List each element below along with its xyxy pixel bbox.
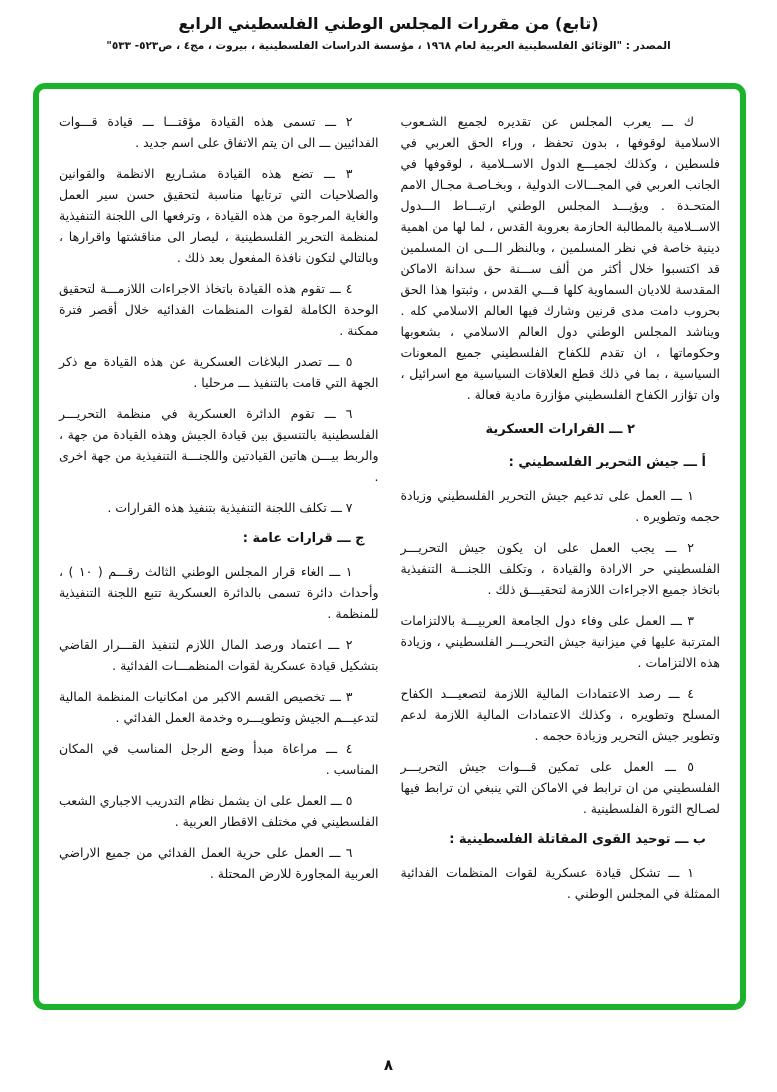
paragraph: ١ ـــ الغاء قرار المجلس الوطني الثالث رقـــم ( ١٠ ) ، وأحداث دائرة تسمى بالدائرة العسكرية تتبع اللجنة التنفيذية للمنظمة . xyxy=(59,564,379,621)
paragraph: ٤ ـــ رصد الاعتمادات المالية اللازمة لتصعيـــد الكفاح المسلح وتطويره ، وكذلك الاعتمادات المالية اللازمة لدعم وتطوير جيش التحرير وزيادة حجمه . xyxy=(400,686,720,743)
subsection-heading: أ ـــ جيش التحرير الفلسطيني : xyxy=(508,455,706,470)
green-border-frame xyxy=(33,83,746,1010)
page-title: (تابع) من مقررات المجلس الوطني الفلسطيني الرابع xyxy=(178,14,599,33)
paragraph: ٢ ـــ تسمى هذه القيادة مؤقتـــا ـــ قيادة قـــوات الفدائيين ـــ الى ان يتم الاتفاق على اسم جديد . xyxy=(59,114,379,150)
column-right xyxy=(401,111,721,986)
paragraph: ٣ ـــ العمل على وفاء دول الجامعة العربيـــة بالالتزامات المترتبة عليها في ميزانية جيش التحريـــر الفلسطيني ، وزيادة هذه الالتزامات . xyxy=(400,613,720,670)
paragraph: ٦ ـــ العمل على حرية العمل الفدائي من جميع الاراضي العربية المجاورة للارض المحتلة . xyxy=(59,845,379,881)
paragraph: ٤ ـــ تقوم هذه القيادة باتخاذ الاجراءات اللازمـــة لتحقيق الوحدة الكاملة لقوات المنظمات الفدائيه خلال أقصر فترة ممكنة . xyxy=(59,281,379,338)
source-line: المصدر : "الوثائق الفلسطينية العربية لعام ١٩٦٨ ، مؤسسة الدراسات الفلسطينية ، بيروت ، مج٤ ، ص٥٢٣- ٥٣٣" xyxy=(106,40,671,52)
paragraph: ٢ ـــ يجب العمل على ان يكون جيش التحريـــر الفلسطيني حر الارادة والقيادة ، وتكلف اللجنـــة التنفيذية باتخاذ جميع الاجراءات اللازمة لتحقيـــق ذلك . xyxy=(400,540,720,597)
paragraph: ١ ـــ تشكل قيادة عسكرية لقوات المنظمات الفدائية الممثلة في المجلس الوطني . xyxy=(400,865,720,901)
paragraph: ٤ ـــ مراعاة مبدأ وضع الرجل المناسب في المكان المناسب . xyxy=(59,741,379,777)
paragraph: ٢ ـــ اعتماد ورصد المال اللازم لتنفيذ القـــرار القاضي بتشكيل قيادة عسكرية لقوات المنظمـــات الفدائية . xyxy=(59,637,379,673)
column-left xyxy=(59,111,379,986)
paragraph: ٦ ـــ تقوم الدائرة العسكرية في منظمة التحريـــر الفلسطينية بالتنسيق بين قيادة الجيش وهذه القيادة من جهة ، والربط بيـــن هاتين القيادتين واللجنـــة التنفيذية من جهة اخرى . xyxy=(59,406,379,484)
paragraph: ٣ ـــ تخصيص القسم الاكبر من امكانيات المنظمة المالية لتدعيـــم الجيش وتطويـــره وخدمة العمل الفدائي . xyxy=(59,689,379,725)
paragraph: ٥ ـــ العمل على ان يشمل نظام التدريب الاجباري الشعب الفلسطيني في مختلف الاقطار العربية . xyxy=(59,793,379,829)
subsection-heading: ج ـــ قرارات عامة : xyxy=(242,531,365,546)
paragraph: ٣ ـــ تضع هذه القيادة مشـاريع الانظمة والقوانين والصلاحيات التي ترتايها مناسبة لتحقيق حسن سير العمل والغاية المرجوة من هذه القيادة ، وترفعها الى اللجنة التنفيذية لمنظمة التحرير الفلسطينية ، ليصار الى مناقشتها واقرارها ، وبالتالي لتكون نافذة المفعول بعد ذلك . xyxy=(59,166,379,265)
paragraph: ٥ ـــ العمل على تمكين قـــوات جيش التحريـــر الفلسطيني من ان ترابط في الاماكن التي ينبغي ان ترابط فيها لصـالح الثورة الفلسطينية . xyxy=(400,759,720,816)
subsection-heading: ب ـــ توحيد القوى المقاتلة الفلسطينية : xyxy=(449,832,706,847)
paragraph: ١ ـــ العمل على تدعيم جيش التحرير الفلسطيني وزيادة حجمه وتطويره . xyxy=(400,488,720,524)
paragraph: ك ـــ يعرب المجلس عن تقديره لجميع الشـعوب الاسلامية لوقوفها ، بدون تحفظ ، وراء الحق العربي في فلسطين ، وكذلك لجميـــع الدول الاســلامية ، لوقوفها في الجانب العربي في المجـــالات الدولية ، وبخـاصـة مجـال الامم المتحـدة . ويؤيـــد المجلس الوطني ارتبـــاط الـــدول الاســلامية بالمطالبة الحازمة بعروبة القدس ، لما لها من اهمية دينية خاصة في نظر المسلمين ، وبالنظر الـــى ان المسلمين قد اكتسبوا خلال أكثر من ألف ســـنة حق سدانة الاماكن المقدسة للاديان السماوية كلها فـــي القدس ، وثبتوا هذا الحق بحروب دامت مدى قرنين وشارك فيها العالم الاسلامي كله . ويناشد المجلس الوطني دول العالم الاسلامي ، بشعوبها وحكوماتها ، ان تقدم للكفاح الفلسطيني جميع المعونات السياسية ، بما في ذلك قطع العلاقات السياسية مع اسرائيل ، وان تؤازر الكفاح الفلسطيني مؤازرة مادية فعالة . xyxy=(400,114,720,402)
section-heading: ٢ ـــ القرارات العسكرية xyxy=(485,422,635,437)
paragraph: ٧ ـــ تكلف اللجنة التنفيذية بتنفيذ هذه القرارات . xyxy=(107,500,353,515)
page-number: ٨ xyxy=(383,1056,394,1074)
document-header xyxy=(0,0,777,52)
paragraph: ٥ ـــ تصدر البلاغات العسكرية عن هذه القيادة مع ذكر الجهة التي قامت بالتنفيذ ـــ مرحليا . xyxy=(59,354,379,390)
